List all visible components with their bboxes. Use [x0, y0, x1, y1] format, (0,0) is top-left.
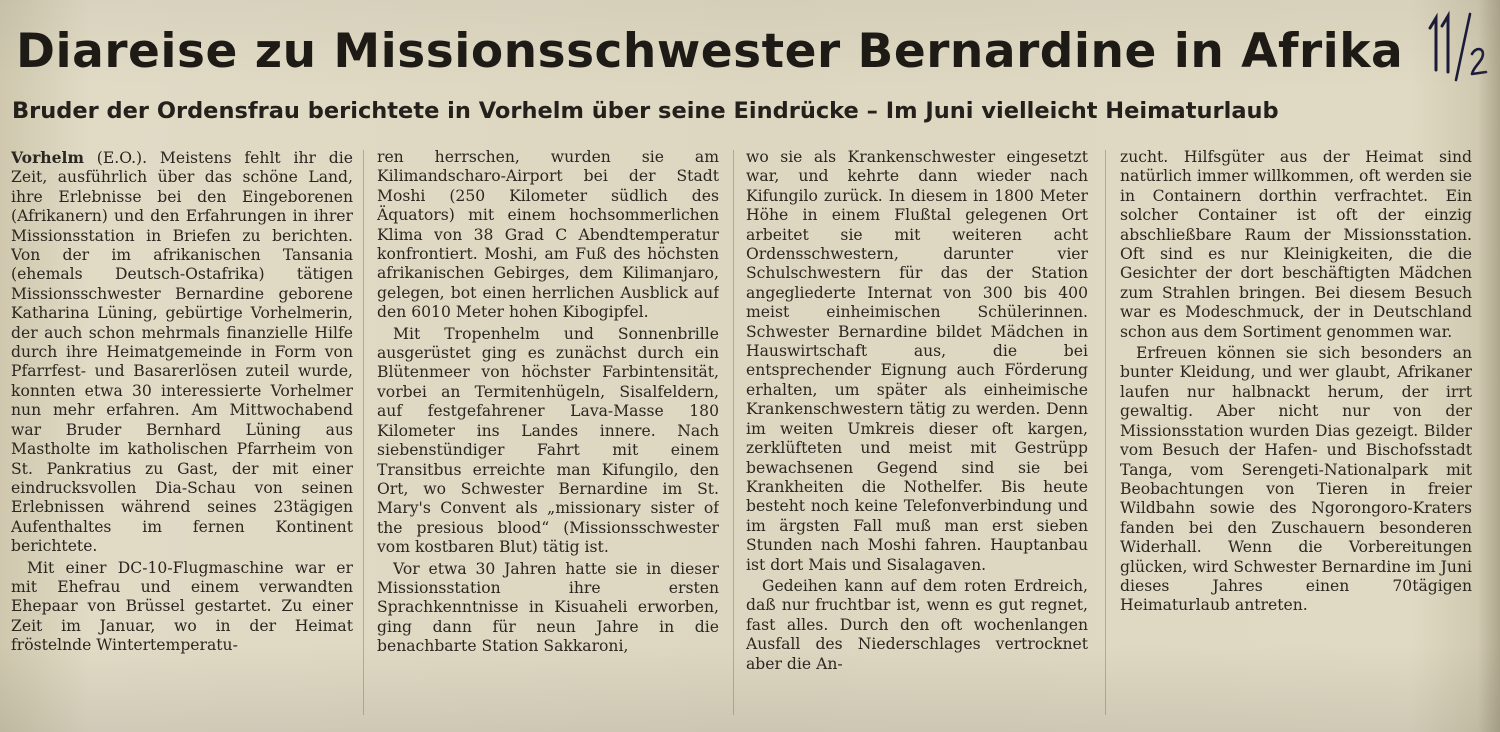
- paragraph: Vor etwa 30 Jahren hatte sie in dieser Missionsstation ihre ersten Sprachkenntnisse in Kisuaheli erworben, ging dann für neun Jahre in die benachbarte Station Sakkaroni,: [377, 559, 719, 656]
- paragraph: Mit Tropenhelm und Sonnenbrille ausgerüstet ging es zunächst durch ein Blütenmeer von höchster Farbintensität, vorbei an Termitenhügeln, Sisalfeldern, auf festgefahrener Lava-Masse 180 Kilometer ins Landes innere. Nach siebenstündiger Fahrt mit einem Transitbus erreichte man Kifungilo, den Ort, wo Schwester Bernardine im St. Mary's Convent als „missionary sister of the presious blood“ (Missionsschwester vom kostbaren Blut) tätig ist.: [377, 324, 719, 557]
- column-divider: [1105, 150, 1106, 715]
- paragraph: zucht. Hilfsgüter aus der Heimat sind natürlich immer willkommen, oft werden sie in Containern dorthin verfrachtet. Ein solcher Container ist oft der einzig abschließbare Raum der Missionsstation. Oft sind es nur Kleinigkeiten, die die Gesichter der dort beschäftigten Mädchen zum Strahlen bringen. Bei diesem Besuch war es Modeschmuck, der in Deutschland schon aus dem Sortiment genommen war.: [1120, 148, 1472, 341]
- paper-edge-shadow: [1478, 0, 1500, 732]
- paragraph: Mit einer DC-10-Flugmaschine war er mit Ehefrau und einem verwandten Ehepaar von Brüssel gestartet. Zu einer Zeit im Januar, wo in der Heimat fröstelnde Wintertemperatu-: [11, 558, 353, 655]
- paragraph: Gedeihen kann auf dem roten Erdreich, daß nur fruchtbar ist, wenn es gut regnet, fast alles. Durch den oft wochenlangen Ausfall des Niederschlages vertrocknet aber die An-: [746, 576, 1088, 673]
- article-column-1: [11, 148, 353, 722]
- paragraph: wo sie als Krankenschwester eingesetzt war, und kehrte dann wieder nach Kifungilo zurück. In diesem in 1800 Meter Höhe in einem Flußtal gelegenen Ort arbeitet sie mit weiteren acht Ordensschwestern, darunter vier Schulschwestern für das der Station angegliederte Internat von 300 bis 400 meist einheimischen Schülerinnen. Schwester Bernardine bildet Mädchen in Hauswirtschaft aus, die bei entsprechender Eignung auch Förderung erhalten, um später als einheimische Krankenschwestern tätig zu werden. Denn im weiten Umkreis dieser oft kargen, zerklüfteten und meist mit Gestrüpp bewachsenen Gegend sind sie bei Krankheiten die Nothelfer. Bis heute besteht noch keine Telefonverbindung und im ärgsten Fall muß man erst sieben Stunden nach Moshi fahren. Hauptanbau ist dort Mais und Sisalagaven.: [746, 148, 1088, 574]
- headline: Diareise zu Missionsschwester Bernardine in Afrika: [16, 24, 1404, 79]
- column-divider: [363, 150, 364, 715]
- paragraph-text: (E.O.). Meistens fehlt ihr die Zeit, ausführlich über das schöne Land, ihre Erlebnisse bei den Eingeborenen (Afrikanern) und den Erfahrungen in ihrer Missionsstation in Briefen zu berichten. Von der im afrikanischen Tansania (ehemals Deutsch-Ostafrika) tätigen Missionsschwester Bernardine geborene Katharina Lüning, gebürtige Vorhelmerin, der auch schon mehrmals finanzielle Hilfe durch ihre Heimatgemeinde in Form von Pfarrfest- und Basarerlösen zuteil wurde, konnten etwa 30 interessierte Vorhelmer nun mehr erfahren. Am Mittwochabend war Bruder Bernhard Lüning aus Mastholte im katholischen Pfarrheim von St. Pankratius zu Gast, der mit einer eindrucksvollen Dia-Schau von seinen Erlebnissen während seines 23tägigen Aufenthaltes im fernen Kontinent berichtete.: [11, 149, 353, 556]
- subheadline: Bruder der Ordensfrau berichtete in Vorhelm über seine Eindrücke – Im Juni vielleicht Heimaturlaub: [12, 98, 1279, 124]
- paragraph: ren herrschen, wurden sie am Kilimandscharo-Airport bei der Stadt Moshi (250 Kilometer südlich des Äquators) mit einem hochsommerlichen Klima von 38 Grad C Abendtemperatur konfrontiert. Moshi, am Fuß des höchsten afrikanischen Gebirges, dem Kilimanjaro, gelegen, bot einen herrlichen Ausblick auf den 6010 Meter hohen Kibogipfel.: [377, 148, 719, 322]
- column-divider: [733, 150, 734, 715]
- article-column-4: [1120, 148, 1472, 722]
- dateline-place: Vorhelm: [11, 148, 84, 167]
- paragraph: Erfreuen können sie sich besonders an bunter Kleidung, und wer glaubt, Afrikaner laufen nur halbnackt herum, der irrt gewaltig. Aber nicht nur von der Missionsstation wurden Dias gezeigt. Bilder vom Besuch der Hafen- und Bischofsstadt Tanga, vom Serengeti-Nationalpark mit Beobachtungen von Tieren in freier Wildbahn sowie des Ngorongoro-Kraters fanden bei den Zuschauern besonderen Widerhall. Wenn die Vorbereitungen glücken, wird Schwester Bernardine im Juni dieses Jahres einen 70tägigen Heimaturlaub antreten.: [1120, 344, 1472, 615]
- paragraph: [11, 148, 353, 557]
- article-column-2: [377, 148, 719, 722]
- article-column-3: [746, 148, 1088, 722]
